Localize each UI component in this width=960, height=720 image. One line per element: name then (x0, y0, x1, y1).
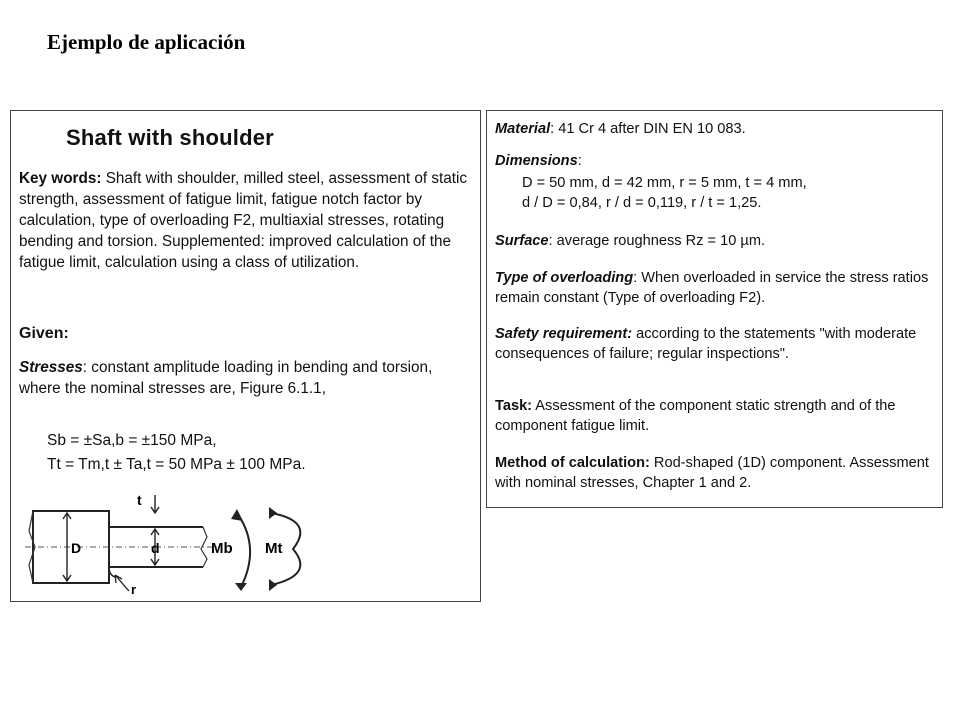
overloading-label: Type of overloading (495, 270, 634, 286)
example-heading: Shaft with shoulder (66, 125, 274, 150)
bending-moment-arc (237, 513, 250, 587)
shaft-example-scan (10, 110, 481, 602)
overloading-text: : When overloaded in service the stress ratios remain constant (Type of overloading F2). (495, 270, 929, 306)
stress-formulas (47, 429, 306, 477)
dimensions-label: Dimensions (495, 153, 578, 169)
method-text: Rod-shaped (1D) component. Assessment with nominal stresses, Chapter 1 and 2. (495, 455, 929, 491)
keywords-label: Key words: (19, 170, 102, 187)
safety-text: according to the statements "with moderate consequences of failure; regular inspections". (495, 326, 917, 362)
shaft-shoulder-diagram (25, 491, 315, 596)
method-label: Method of calculation: (495, 455, 650, 471)
stresses-paragraph (19, 357, 477, 399)
keywords-paragraph (19, 168, 477, 273)
label-r: r (131, 582, 137, 596)
given-label: Given: (19, 325, 69, 342)
method-paragraph (495, 453, 940, 493)
material-label: Material (495, 121, 551, 137)
bending-stress-formula: Sb = ±Sa,b = ±150 MPa, (47, 432, 217, 449)
torsion-arrow-head-bottom (269, 579, 277, 591)
label-t: t (137, 492, 142, 508)
surface-line (495, 231, 940, 251)
safety-label: Safety requirement: (495, 326, 633, 342)
overloading-paragraph (495, 268, 940, 308)
slide-title: Ejemplo de aplicación (47, 30, 246, 54)
keywords-text: Shaft with shoulder, milled steel, assessment of static strength, assessment of fatigue limit, fatigue notch factor by calculation, type of overloading F2, multiaxial stresses, rotating bending and torsion. Supplemented: improved calculation of the fatigue limit, calculation using a class of utilization. (19, 170, 468, 271)
surface-label: Surface (495, 233, 549, 249)
dimensions-label-line (495, 151, 940, 171)
dimensions-values (522, 173, 942, 213)
label-D: D (71, 540, 82, 556)
label-d: d (151, 540, 160, 556)
task-paragraph (495, 396, 940, 436)
dimensions-line-2: d / D = 0,84, r / d = 0,119, r / t = 1,25. (522, 195, 762, 211)
t-dimension-arrow (151, 495, 159, 513)
label-Mb: Mb (211, 540, 233, 557)
torsion-arrow-head-top (269, 507, 277, 519)
material-line (495, 119, 940, 139)
bending-arrow-head-top (231, 509, 243, 521)
safety-paragraph (495, 324, 940, 364)
stresses-text: : constant amplitude loading in bending and torsion, where the nominal stresses are, Figure 6.1.1, (19, 359, 433, 397)
surface-text: : average roughness Rz = 10 µm. (548, 233, 766, 249)
stresses-label: Stresses (19, 359, 83, 376)
task-label: Task: (495, 398, 533, 414)
task-text: Assessment of the component static strength and of the component fatigue limit. (495, 398, 896, 434)
label-Mt: Mt (265, 540, 283, 557)
r-pointer (115, 575, 129, 591)
material-text: : 41 Cr 4 after DIN EN 10 083. (550, 121, 746, 137)
example-data-scan (486, 110, 943, 508)
torsion-stress-formula: Tt = Tm,t ± Ta,t = 50 MPa ± 100 MPa. (47, 456, 306, 473)
bending-arrow-head-bottom (235, 583, 247, 591)
dimensions-line-1: D = 50 mm, d = 42 mm, r = 5 mm, t = 4 mm, (522, 175, 807, 191)
dimensions-colon: : (577, 153, 582, 169)
